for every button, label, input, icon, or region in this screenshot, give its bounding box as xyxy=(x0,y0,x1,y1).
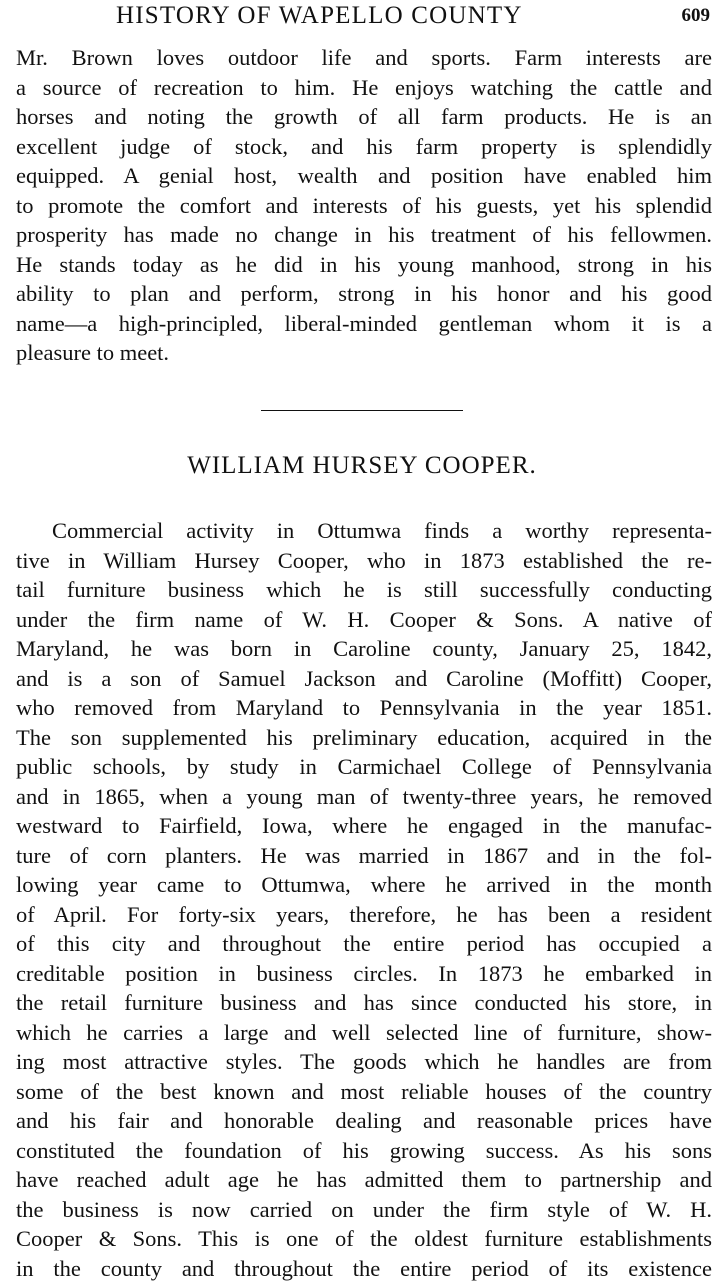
paragraph-line: some of the best known and most reliable houses of the country xyxy=(16,1078,712,1104)
paragraph-line: The son supplemented his preliminary education, acquired in the xyxy=(16,724,712,750)
paragraph-line: Mr. Brown loves outdoor life and sports. Farm interests are xyxy=(16,45,712,70)
paragraph-line: who removed from Maryland to Pennsylvania in the year 1851. xyxy=(16,695,712,720)
paragraph-line: and his fair and honorable dealing and reasonable prices have xyxy=(16,1108,712,1133)
paragraph-line: of this city and throughout the entire period has occupied a xyxy=(16,931,712,956)
paragraph-line: pleasure to meet. xyxy=(16,340,170,365)
paragraph-line: ture of corn planters. He was married in 1867 and in the fol- xyxy=(16,842,712,868)
paragraph-line: tail furniture business which he is still successfully conducting xyxy=(16,577,712,602)
paragraph-line: Cooper & Sons. This is one of the oldest furniture establishments xyxy=(16,1226,712,1251)
paragraph-line: Maryland, he was born in Caroline county, January 25, 1842, xyxy=(16,636,712,661)
section-divider xyxy=(261,410,463,411)
paragraph-line: have reached adult age he has admitted them to partnership and xyxy=(16,1167,712,1192)
paragraph-line: ing most attractive styles. The goods which he handles are from xyxy=(16,1049,712,1074)
paragraph-line: prosperity has made no change in his treatment of his fellowmen. xyxy=(16,222,712,247)
paragraph-line: creditable position in business circles. In 1873 he embarked in xyxy=(16,960,712,986)
paragraph-line: lowing year came to Ottumwa, where he arrived in the month xyxy=(16,872,712,897)
brown-paragraph xyxy=(16,43,712,368)
section-heading: WILLIAM HURSEY COOPER. xyxy=(187,452,537,479)
paragraph-line: and is a son of Samuel Jackson and Caroline (Moffitt) Cooper, xyxy=(16,665,712,691)
paragraph-line: westward to Fairfield, Iowa, where he engaged in the manufac- xyxy=(16,813,712,838)
paragraph-line: constituted the foundation of his growing success. As his sons xyxy=(16,1137,712,1163)
paragraph-line: tive in William Hursey Cooper, who in 1873 established the re- xyxy=(16,547,712,573)
paragraph-line: excellent judge of stock, and his farm property is splendidly xyxy=(16,133,712,159)
running-head xyxy=(0,2,724,32)
paragraph-line: He stands today as he did in his young manhood, strong in his xyxy=(16,251,712,277)
paragraph-line: public schools, by study in Carmichael College of Pennsylvania xyxy=(16,754,712,779)
paragraph-line: of April. For forty-six years, therefore, he has been a resident xyxy=(16,901,712,927)
paragraph-line: under the firm name of W. H. Cooper & Sons. A native of xyxy=(16,606,712,632)
paragraph-line: the business is now carried on under the firm style of W. H. xyxy=(16,1196,712,1222)
paragraph-line: horses and noting the growth of all farm products. He is an xyxy=(16,104,712,129)
cooper-paragraph xyxy=(16,516,712,1283)
paragraph-line: name—a high-principled, liberal-minded gentleman whom it is a xyxy=(16,310,712,336)
page-number: 609 xyxy=(681,5,710,26)
paragraph-line: Commercial activity in Ottumwa finds a worthy representa- xyxy=(52,518,712,543)
paragraph-line: the retail furniture business and has since conducted his store, in xyxy=(16,990,712,1015)
paragraph-line: and in 1865, when a young man of twenty-three years, he removed xyxy=(16,783,712,809)
paragraph-line: equipped. A genial host, wealth and position have enabled him xyxy=(16,163,712,188)
paragraph-line: in the county and throughout the entire period of its existence xyxy=(16,1255,712,1281)
running-title: HISTORY OF WAPELLO COUNTY xyxy=(116,2,523,29)
paragraph-line: a source of recreation to him. He enjoys watching the cattle and xyxy=(16,74,712,100)
paragraph-line: to promote the comfort and interests of his guests, yet his splendid xyxy=(16,192,712,218)
paragraph-line: which he carries a large and well selected line of furniture, show- xyxy=(16,1019,712,1045)
paragraph-line: ability to plan and perform, strong in his honor and his good xyxy=(16,281,712,306)
